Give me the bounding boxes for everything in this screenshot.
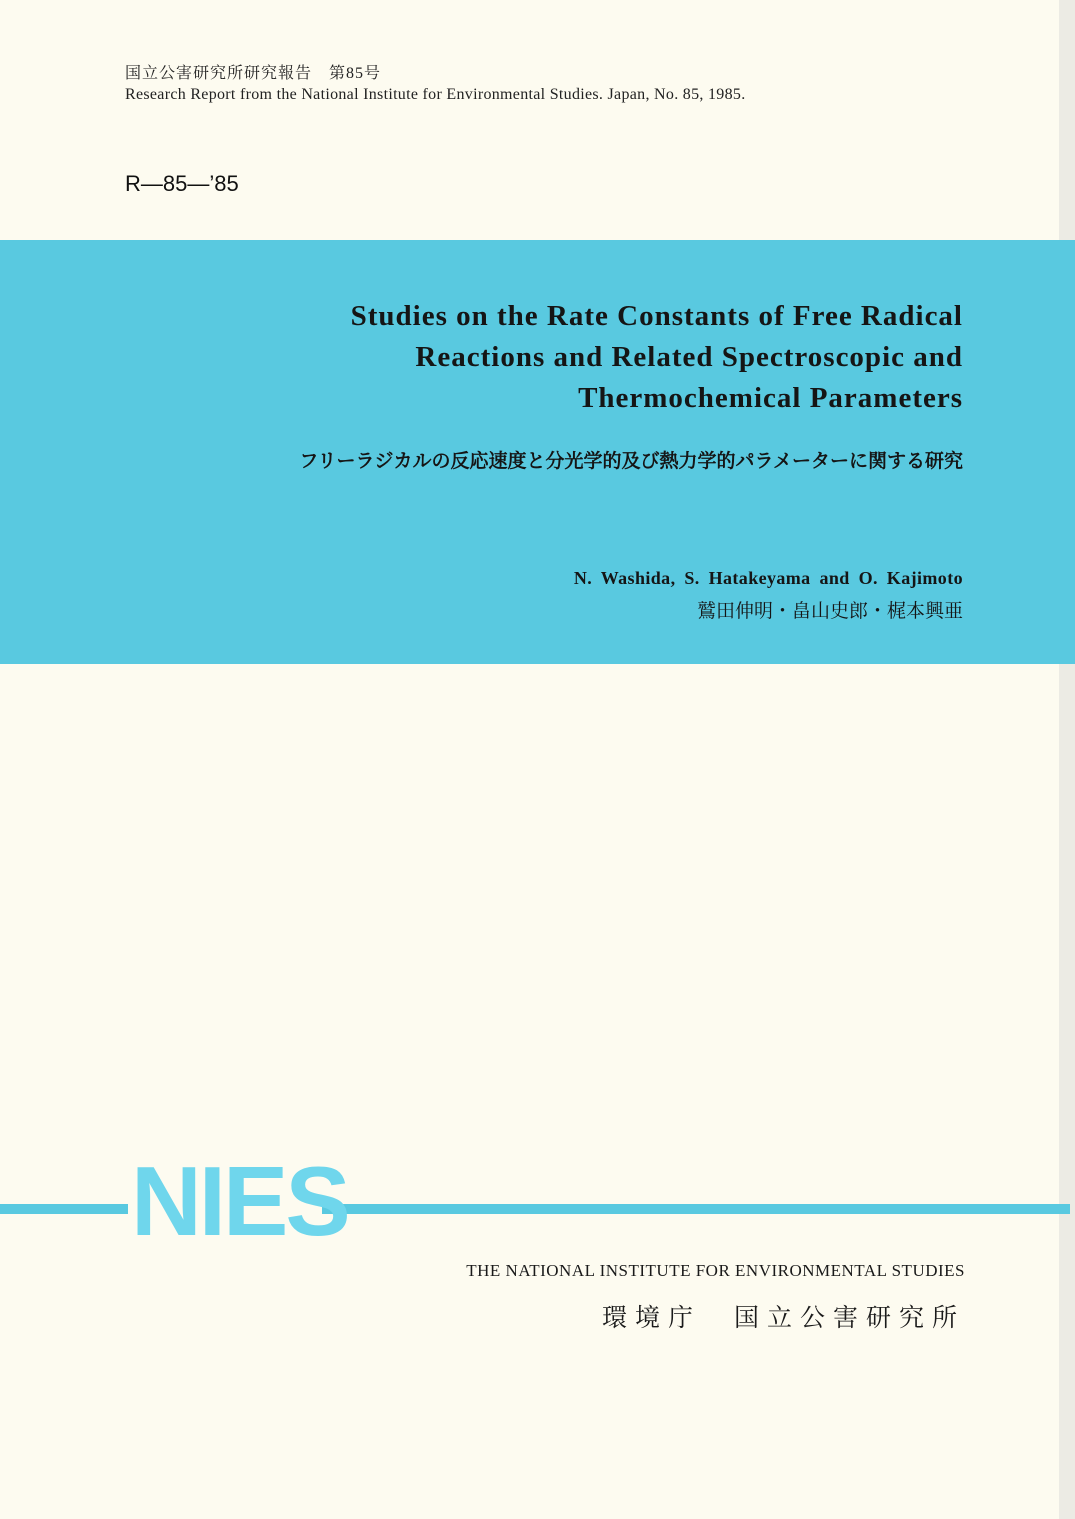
authors-en: N. Washida, S. Hatakeyama and O. Kajimoto (573, 568, 963, 588)
title-line-2: Reactions and Related Spectroscopic and (415, 341, 963, 373)
series-title-en: Research Report from the National Institute for Environmental Studies. Japan, No. 85, 1985. (125, 86, 746, 103)
title-line-3: Thermochemical Parameters (578, 382, 963, 414)
logo-rule-left (0, 1204, 128, 1214)
institute-name-en: THE NATIONAL INSTITUTE FOR ENVIRONMENTAL STUDIES (466, 1261, 965, 1280)
institute-title-jp: 国立公害研究所 (733, 1303, 965, 1332)
authors-jp: 鷲田伸明・畠山史郎・梶本興亜 (696, 600, 963, 622)
logo-rule-right (322, 1204, 1070, 1214)
institute-name-jp (602, 1298, 965, 1334)
title-line-1: Studies on the Rate Constants of Free Radical (350, 300, 963, 332)
report-code: R—85—’85 (125, 171, 239, 196)
agency-name-jp: 環境庁 (602, 1303, 702, 1332)
nies-logo: NIES (131, 1146, 348, 1256)
report-title-jp: フリーラジカルの反応速度と分光学的及び熱力学的パラメーターに関する研究 (299, 450, 963, 472)
page-edge (1059, 0, 1075, 1519)
report-title (351, 296, 963, 419)
series-title-jp: 国立公害研究所研究報告 第85号 (125, 65, 382, 82)
